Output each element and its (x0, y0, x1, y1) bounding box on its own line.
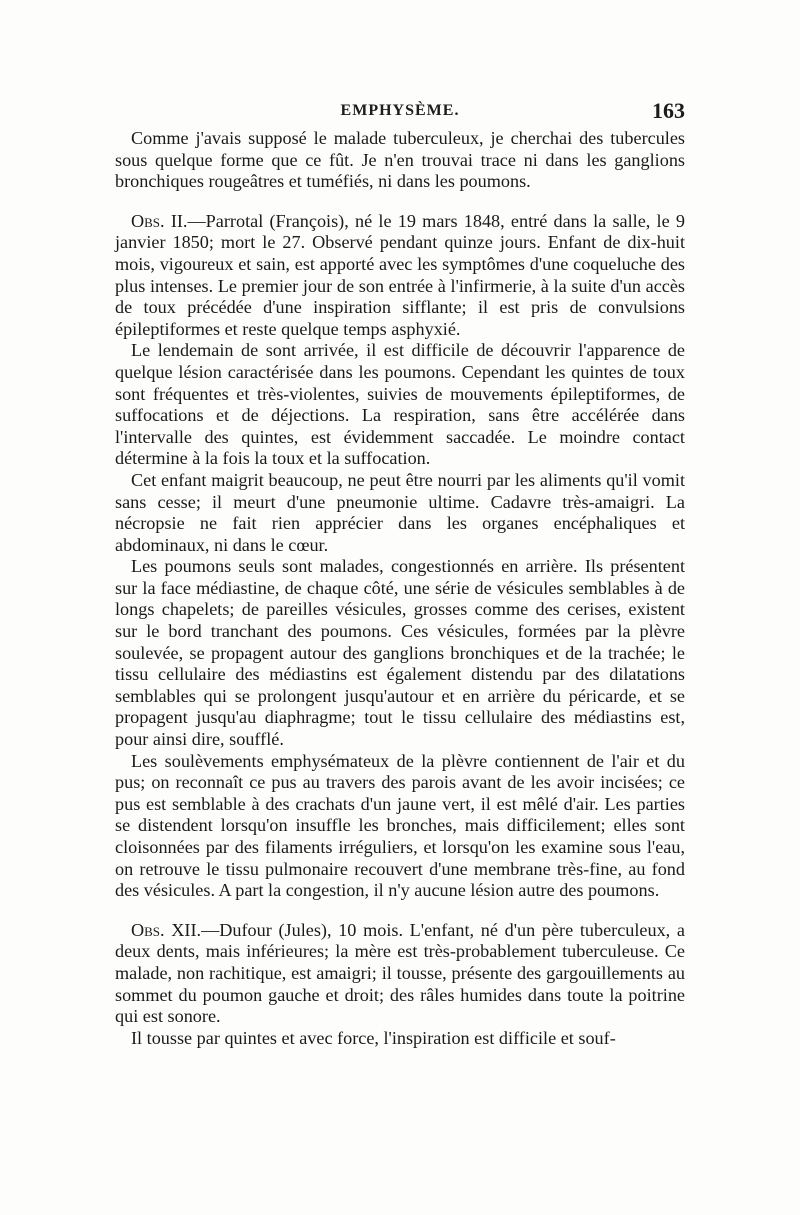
paragraph-text: Les soulèvements emphysémateux de la plèvre contiennent de l'air et du pus; on reconnaît ce pus au travers des parois avant de les avoir incisées; ce pus est semblable à des crachats d'un jaune vert, il est mêlé d'air. Les parties se distendent lorsqu'on insuffle les bronches, mais difficilement; elles sont cloisonnées par des filaments irréguliers, et lorsqu'on les examine sous l'eau, on retrouve le tissu pulmonaire recouvert d'une membrane très-fine, au fond des vésicules. A part la congestion, il n'y aucune lésion autre des poumons. (115, 750, 685, 901)
observation-label: Obs. II. (131, 210, 188, 231)
paragraph-text: Le lendemain de sont arrivée, il est difficile de découvrir l'apparence de quelque lésion caractérisée dans les poumons. Cependant les quintes de toux sont fréquentes et très-violentes, suivies de mouvements épileptiformes, de suffocations et de déjections. La respiration, sans être accélérée dans l'intervalle des quintes, est évidemment saccadée. Le moindre contact détermine à la fois la toux et la suffocation. (115, 340, 685, 469)
paragraph-text: Il tousse par quintes et avec force, l'inspiration est difficile et souf- (131, 1027, 616, 1048)
body-text (115, 128, 685, 1049)
page-number: 163 (652, 98, 685, 123)
observation-2-paragraph (115, 211, 685, 341)
paragraph-text: —Parrotal (François), né le 19 mars 1848, entré dans la salle, le 9 janvier 1850; mort le 27. Observé pendant quinze jours. Enfant de dix-huit mois, vigoureux et sain, est apporté avec les symptômes d'une coqueluche des plus intenses. Le premier jour de son entrée à l'infirmerie, à la suite d'un accès de toux précédée d'une inspiration sifflante; il est pris de convulsions épileptiformes et reste quelque temps asphyxié. (115, 210, 685, 339)
paragraph-text: Comme j'avais supposé le malade tuberculeux, je cherchai des tubercules sous quelque forme que ce fût. Je n'en trouvai trace ni dans les ganglions bronchiques rougeâtres et tuméfiés, ni dans les poumons. (115, 128, 685, 192)
paragraph-text: —Dufour (Jules), 10 mois. L'enfant, né d'un père tuberculeux, a deux dents, mais inférieures; la mère est très-probablement tuberculeuse. Ce malade, non rachitique, est amaigri; il tousse, présente des gargouillements au sommet du poumon gauche et droit; des râles humides dans toute la poitrine qui est sonore. (115, 919, 685, 1027)
paragraph-emphysema (115, 751, 685, 902)
paragraph-tubercle-search (115, 128, 685, 193)
paragraph-death (115, 470, 685, 556)
observation-label: Obs. XII. (131, 919, 202, 940)
paragraph-cough (115, 1028, 685, 1050)
paragraph-lungs (115, 556, 685, 750)
running-title: EMPHYSÈME. (340, 102, 460, 119)
observation-12-paragraph (115, 920, 685, 1028)
paragraph-text: Cet enfant maigrit beaucoup, ne peut être nourri par les aliments qu'il vomit sans cesse; il meurt d'une pneumonie ultime. Cadavre très-amaigri. La nécropsie ne fait rien apprécier dans les organes encéphaliques et abdominaux, ni dans le cœur. (115, 469, 685, 555)
paragraph-text: Les poumons seuls sont malades, congestionnés en arrière. Ils présentent sur la face médiastine, de chaque côté, une série de vésicules semblables à de longs chapelets; de pareilles vésicules, grosses comme des cerises, existent sur le bord tranchant des poumons. Ces vésicules, formées par la plèvre soulevée, se propagent autour des ganglions bronchiques et de la trachée; le tissu cellulaire des médiastins est également distendu par des dilatations semblables qui se prolongent jusqu'autour et en arrière du péricarde, et se propagent jusqu'au diaphragme; tout le tissu cellulaire des médiastins est, pour ainsi dire, soufflé. (115, 556, 685, 750)
paragraph-next-day (115, 340, 685, 470)
running-head (115, 96, 685, 126)
